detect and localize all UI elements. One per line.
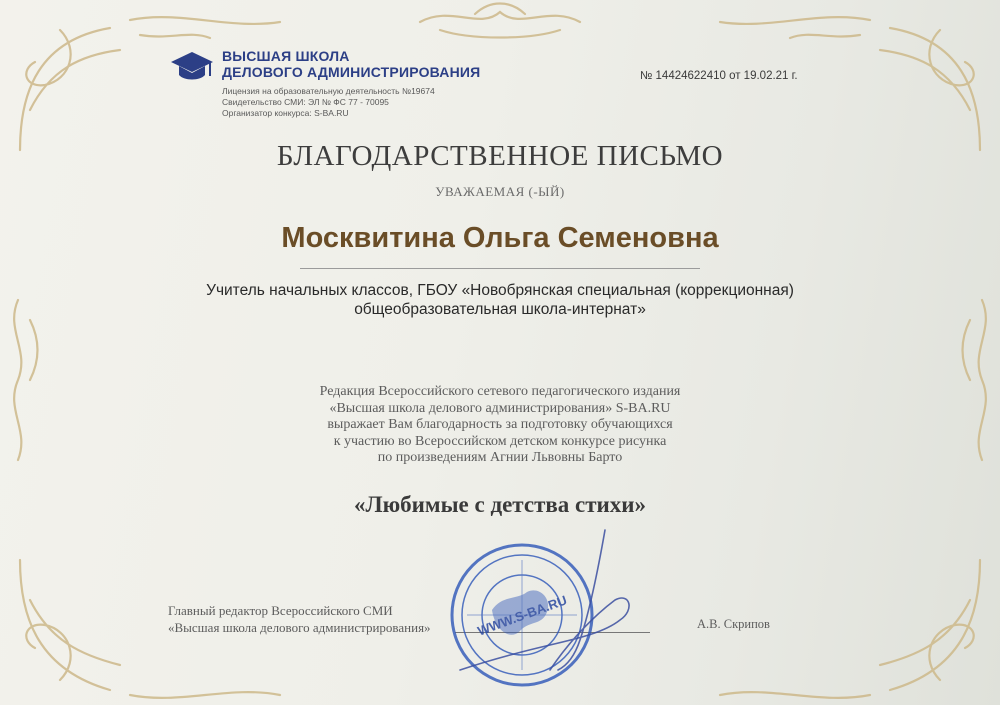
name-underline <box>300 268 700 269</box>
position-line-1: Учитель начальных классов, ГБОУ «Новобрянская специальная (коррекционная) <box>206 282 794 299</box>
body-line-1: Редакция Всероссийского сетевого педагогического издания <box>319 384 681 399</box>
media-certificate-text: Свидетельство СМИ: ЭЛ № ФС 77 - 70095 <box>222 97 389 107</box>
body-line-3: выражает Вам благодарность за подготовку обучающихся <box>327 417 673 432</box>
corner-ornament-bottom-right <box>880 560 980 690</box>
recipient-position <box>0 281 1000 319</box>
body-line-2: «Высшая школа делового администрирования» S-BA.RU <box>329 400 671 416</box>
seal-text: WWW.S-BA.RU <box>475 592 569 639</box>
document-title: БЛАГОДАРСТВЕННОЕ ПИСЬМО <box>276 140 724 172</box>
body-line-5: по произведениям Агнии Львовны Барто <box>377 450 623 465</box>
signatory-name: А.В. Скрипов <box>697 617 770 631</box>
corner-ornament-top-right <box>880 28 980 150</box>
salutation: УВАЖАЕМАЯ (-ЫЙ) <box>435 184 565 199</box>
publisher-logo <box>170 48 490 128</box>
logo-line-2: ДЕЛОВОГО АДМИНИСТРИРОВАНИЯ <box>222 64 481 80</box>
logo-line-1: ВЫСШАЯ ШКОЛА <box>222 48 350 64</box>
contest-title: «Любимые с детства стихи» <box>353 492 647 517</box>
logo-meta <box>222 86 435 119</box>
organizer-text: Организатор конкурса: S-BA.RU <box>222 108 349 118</box>
body-text <box>0 384 1000 467</box>
logo-name <box>222 48 480 80</box>
license-text: Лицензия на образовательную деятельность №19674 <box>222 86 435 96</box>
signatory-role <box>168 602 431 636</box>
signatory-role-line-2: «Высшая школа делового администрирования» <box>168 620 431 635</box>
graduation-cap-icon <box>170 50 214 84</box>
handwritten-signature <box>430 520 670 690</box>
corner-ornament-bottom-left <box>20 560 120 690</box>
top-center-ornament <box>420 12 580 38</box>
position-line-2: общеобразовательная школа-интернат» <box>354 301 646 318</box>
body-line-4: к участию во Всероссийском детском конкурсе рисунка <box>333 433 667 449</box>
document-number: № 14424622410 от 19.02.21 г. <box>640 70 798 82</box>
recipient-name: Москвитина Ольга Семеновна <box>281 222 719 254</box>
signatory-role-line-1: Главный редактор Всероссийского СМИ <box>168 603 393 618</box>
corner-ornament-top-left <box>20 28 120 150</box>
